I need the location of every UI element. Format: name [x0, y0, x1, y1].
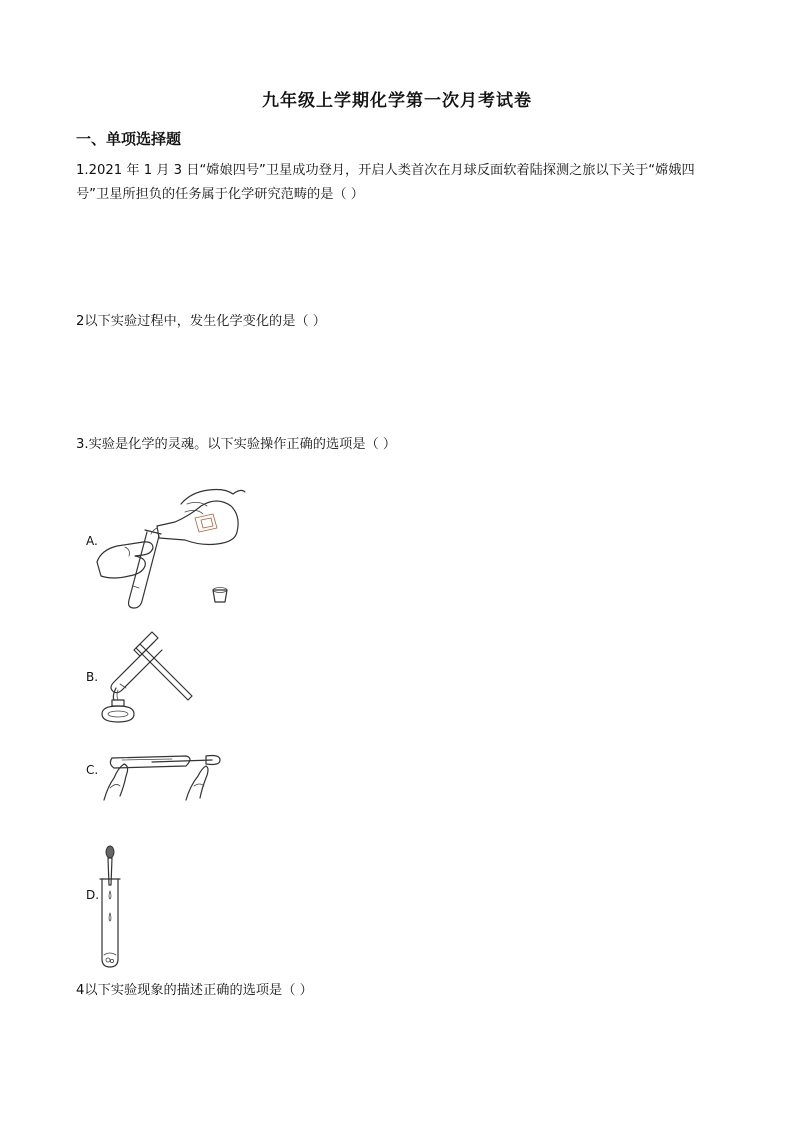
question-2-line-1: 2以下实验过程中，发生化学变化的是（ ）	[76, 314, 326, 329]
option-b-label: B.	[86, 670, 99, 684]
section-heading: 一、单项选择题	[76, 130, 182, 148]
question-1-line-1: 1.2021 年 1 月 3 日“嫦娘四号”卫星成功登月，开启人类首次在月球反面软着陆探测之旅以下关于“嫦娥四	[76, 163, 695, 178]
option-a-label: A.	[86, 534, 98, 548]
page-title: 九年级上学期化学第一次月考试卷	[262, 91, 532, 111]
question-4-line-1: 4以下实验现象的描述正确的选项是（ ）	[76, 983, 313, 998]
option-d-label: D.	[86, 888, 100, 902]
question-4	[76, 979, 726, 1003]
question-1-line-2: 号”卫星所担负的任务属于化学研究范畴的是（ ）	[76, 187, 364, 202]
question-2	[76, 310, 726, 334]
option-b-figure	[96, 630, 196, 724]
question-3	[76, 433, 726, 457]
question-3-line-1: 3.实验是化学的灵魂。以下实验操作正确的选项是（ ）	[76, 437, 397, 452]
question-1	[76, 159, 726, 207]
option-c-label: C.	[86, 763, 99, 777]
option-d-figure	[98, 843, 128, 969]
option-a-figure	[95, 484, 245, 610]
option-c-figure	[102, 746, 226, 802]
